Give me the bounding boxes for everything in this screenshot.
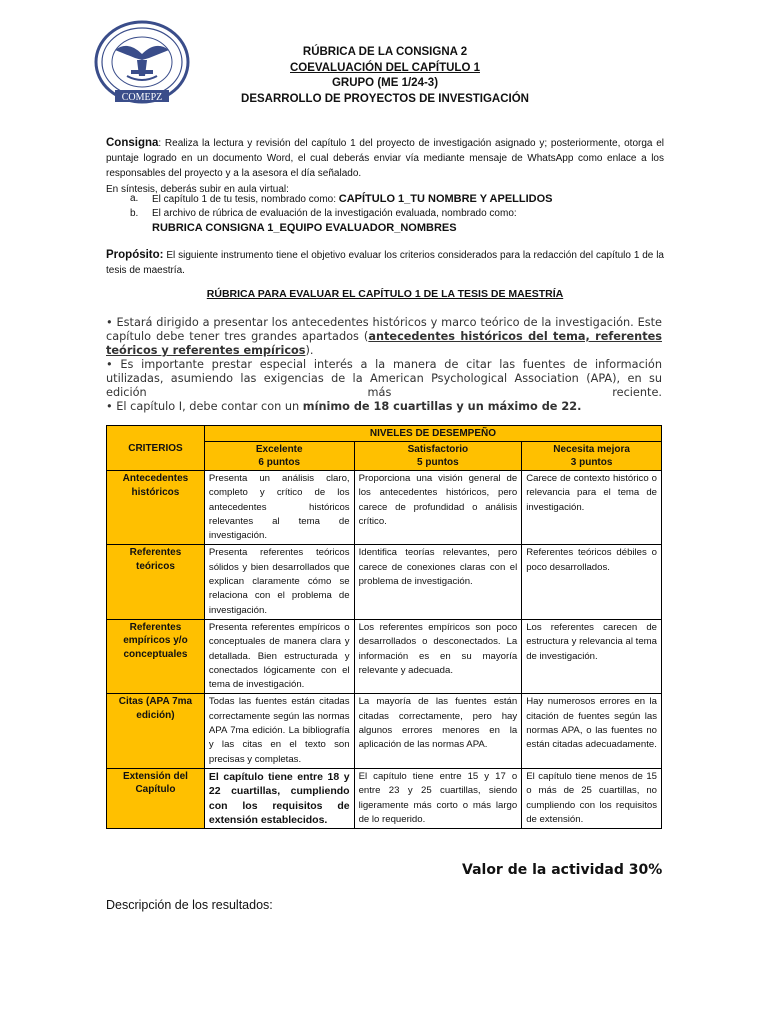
table-row [107,768,662,828]
mejora-cell: Referentes teóricos débiles o poco desarrollados. [522,545,662,619]
rubric-title: RÚBRICA PARA EVALUAR EL CAPÍTULO 1 DE LA TESIS DE MAESTRÍA [206,288,564,300]
proposito-label: Propósito: [106,249,164,261]
list-item [130,192,650,207]
list-item-text: El capítulo 1 de tu tesis, nombrado como: [152,194,339,205]
niveles-header: NIVELES DE DESEMPEÑO [204,426,661,442]
consigna-list [130,192,650,236]
satisfactorio-cell: Identifica teorías relevantes, pero carece de conexiones claras con el problema de investigación. [354,545,522,619]
criterio-cell: Referentes teóricos [107,545,205,619]
proposito-paragraph [106,248,664,278]
table-row [107,545,662,619]
table-row [107,471,662,545]
criterios-header: CRITERIOS [107,426,205,471]
list-item-letter: b. [130,208,139,220]
logo-text: COMEPZ [121,92,163,103]
bullet-2: • Es importante prestar especial interés a la manera de citar las fuentes de información utilizadas, asumiendo las exigencias de la American Psychological Association (APA), en su edición más reciente. [106,358,662,399]
activity-value: Valor de la actividad 30% [462,862,663,878]
document-header [200,45,570,107]
instructions-bullets [106,316,662,414]
table-row [107,694,662,768]
level-excelente: Excelente 6 puntos [204,442,354,471]
header-subtitle: COEVALUACIÓN DEL CAPÍTULO 1 [290,61,480,74]
criterio-cell: Referentes empíricos y/o conceptuales [107,619,205,693]
satisfactorio-cell: La mayoría de las fuentes están citadas correctamente, pero hay algunos errores menores en la aplicación de las normas APA. [354,694,522,768]
excelente-cell: El capítulo tiene entre 18 y 22 cuartillas, cumpliendo con los requisitos de extensión establecidos. [204,768,354,828]
excelente-cell: Todas las fuentes están citadas correctamente según las normas APA 7ma edición. La bibliografía y las citas en el texto son precisas y completas. [204,694,354,768]
bullet-1: • Estará dirigido a presentar los antecedentes históricos y marco teórico de la investigación. Este capítulo debe tener tres grandes apartados (antecedentes históricos del tema, referentes teóricos y referentes empíricos). [106,316,662,357]
header-group: GRUPO (ME 1/24-3) [331,77,439,89]
list-item-strong: CAPÍTULO 1_TU NOMBRE Y APELLIDOS [338,193,553,205]
criterio-cell: Citas (APA 7ma edición) [107,694,205,768]
list-item-text: El archivo de rúbrica de evaluación de la investigación evaluada, nombrado como: [152,208,517,220]
proposito-text: El siguiente instrumento tiene el objetivo evaluar los criterios considerados para la redacción del capítulo 1 de la tesis de maestría. [106,250,664,277]
list-item-letter: a. [130,193,139,204]
bullet-3-strong: mínimo de 18 cuartillas y un máximo de 22. [302,400,582,413]
excelente-cell: Presenta un análisis claro, completo y crítico de los antecedentes históricos relevantes al tema de investigación. [204,471,354,545]
consigna-paragraph [106,136,664,197]
list-item-strong: RUBRICA CONSIGNA 1_EQUIPO EVALUADOR_NOMBRES [152,222,457,235]
consigna-label: Consigna [106,137,159,149]
criterio-cell: Extensión del Capítulo [107,768,205,828]
mejora-cell: Carece de contexto histórico o relevancia para el tema de investigación. [522,471,662,545]
consigna-sintesis: En síntesis, deberás subir en aula virtual: [106,183,289,195]
list-item [130,221,650,235]
results-description-label: Descripción de los resultados: [106,898,273,912]
table-row [107,619,662,693]
criterio-cell: Antecedentes históricos [107,471,205,545]
excelente-cell: Presenta referentes empíricos o conceptuales de manera clara y detallada. Bien estructurada y conectados lógicamente con el tema de investigación. [204,619,354,693]
consigna-text: : Realiza la lectura y revisión del capítulo 1 del proyecto de investigación asignado y; posteriormente, otorga el puntaje logrado en un documento Word, el cual deberás enviar vía mediante mensaje de WhatsApp como enlace a los responsables del proyecto y a la asesora el día señalado. [106,138,664,180]
mejora-cell: Hay numerosos errores en la citación de fuentes según las normas APA, o las fuentes no están citadas adecuadamente. [522,694,662,768]
level-satisfactorio: Satisfactorio 5 puntos [354,442,522,471]
bullet-1-underlined: antecedentes históricos del tema, referentes teóricos y referentes empíricos [106,330,662,357]
list-item [130,207,650,221]
bullet-3: • El capítulo I, debe contar con un mínimo de 18 cuartillas y un máximo de 22. [106,400,582,413]
excelente-cell: Presenta referentes teóricos sólidos y bien desarrollados que explican claramente cómo se relaciona con el problema de investigación. [204,545,354,619]
header-title: RÚBRICA DE LA CONSIGNA 2 [302,46,468,58]
satisfactorio-cell: El capítulo tiene entre 15 y 17 o entre 23 y 25 cuartillas, siendo ligeramente más corto o más largo de lo requerido. [354,768,522,828]
satisfactorio-cell: Los referentes empíricos son poco desarrollados o desconectados. La información es en su mayoría relevante y adecuada. [354,619,522,693]
comepz-logo [93,20,191,108]
satisfactorio-cell: Proporciona una visión general de los antecedentes históricos, pero carece de profundidad o análisis crítico. [354,471,522,545]
rubric-table [106,425,662,829]
level-necesita-mejora: Necesita mejora 3 puntos [522,442,662,471]
header-course: DESARROLLO DE PROYECTOS DE INVESTIGACIÓN [241,92,529,105]
mejora-cell: Los referentes carecen de estructura y relevancia al tema de investigación. [522,619,662,693]
mejora-cell: El capítulo tiene menos de 15 o más de 25 cuartillas, no cumpliendo con los requisitos de extensión. [522,768,662,828]
